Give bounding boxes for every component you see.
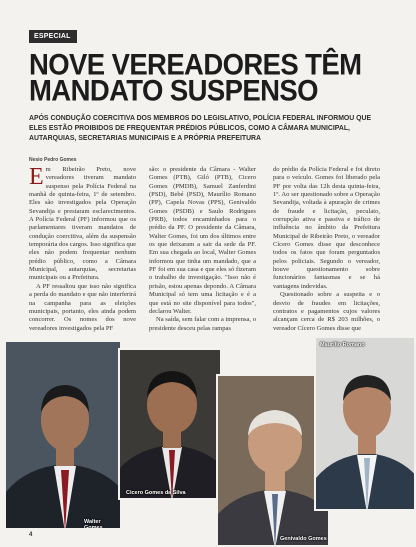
photo-strip xyxy=(0,336,416,547)
drop-cap: E xyxy=(29,164,44,190)
deck-subheadline: APÓS CONDUÇÃO COERCITIVA DOS MEMBROS DO LEGISLATIVO, POLÍCIA FEDERAL INFORMOU QUE ELES ESTÃO PROIBIDOS DE FREQUENTAR PRÉDIOS PÚBLICOS, COMO A CÂMARA MUNICIPAL, AUTARQUIAS, SECRETARIAS MUNICIPAIS E A PRÓPRIA PREFEITURA xyxy=(29,115,372,142)
photo-cicero-gomes xyxy=(118,348,222,500)
headline-line-2: MANDATO SUSPENSO xyxy=(29,73,318,108)
portrait-image xyxy=(120,350,222,500)
paragraph: Questionado sobre a suspeita e o desvio de fraudes em licitações, contratos e pagamentos cujos valores alcançam cerca de R$ 203 milhões, o vereador Cícero Gomes disse que xyxy=(273,291,380,332)
portrait-image xyxy=(6,342,122,530)
page-number: 4 xyxy=(29,532,33,538)
body-column-3 xyxy=(273,166,380,333)
photo-genivaldo-gomes xyxy=(216,374,330,547)
headline-line-1: NOVE VEREADORES TÊM xyxy=(29,47,362,82)
paragraph: do prédio da Polícia Federal e foi direto para o veículo. Gomes foi liberado pela PF por volta das 12h desta quinta-feira, 1º. Ao ser questionado sobre a Operação Sevandija, voltada à apuração de crimes de fraude e licitação, peculato, corrupção ativa e passiva e tráfico de influência no âmbito da Prefeitura Municipal de Ribeirão Preto, o vereador Cícero Gomes disse que desconhece todos os fatos que foram perguntados pelos policiais. Segundo o vereador, houve questionamento sobre funcionários fantasmas e se há vantagens indevidas. xyxy=(273,166,380,290)
paragraph: Em Ribeirão Preto, nove vereadores tiveram mandato suspenso pela Polícia Federal na manhã de quinta-feira, 1º de setembro. Eles são investigados pela Operação Sevandija e prestaram esclarecimentos. A Polícia Federal (PF) informou que os parlamentares tiveram mandatos de condução coercitiva, além da suspensão temporária dos cargos. Isso significa que eles não podem frequentar nenhum prédio público, como a Câmara Municipal, autarquias, secretarias municipais ou a Prefeitura. xyxy=(29,164,136,282)
photo-caption: Genivaldo Gomes xyxy=(280,536,327,542)
photo-caption: Maurílio Romano xyxy=(320,342,365,348)
byline: Nesio Pedro Gomes xyxy=(29,157,77,163)
body-column-2 xyxy=(149,166,256,333)
photo-caption: Walter Gomes xyxy=(84,519,103,530)
photo-walter-gomes xyxy=(4,340,122,530)
paragraph: são: o presidente da Câmara - Walter Gomes (PTB), Giló (PTB), Cicero Gomes (PMDB), Samuel Zanferdini (PSD), Bebé (PSD), Maurílio Romano (PP), Capela Novas (PPS), Genivaldo Gomes (PSDB) e Saulo Rodrigues (PRB), todos encaminhados para o prédio da PF. O presidente da Câmara, Walter Gomes, foi um dos últimos entre os que deixaram a sair da sede da PF. Em sua chegada ao local, Walter Gomes informou que tinha um mandado, que a PF foi em sua casa e que eles só fizeram o trabalho de investigação. "Isso não é prisão, estou apenas depondo. A Câmara Municipal só tem uma licitação e é a que está no site disponível para todos", declarou Walter. xyxy=(149,166,256,315)
headline xyxy=(29,47,399,108)
photo-caption: Cicero Gomes da Silva xyxy=(126,490,186,496)
photo-maurilio-romano xyxy=(314,336,416,511)
section-tag: ESPECIAL xyxy=(29,30,77,43)
portrait-image xyxy=(316,338,416,511)
paragraph: Na saída, sem falar com a imprensa, o presidente desceu pelas rampas xyxy=(149,316,256,332)
body-column-1 xyxy=(29,166,136,333)
paragraph: A PF ressaltou que isso não significa a perda do mandato e que não interferirá na campanha para as eleições municipais, portanto, eles ainda podem concorrer. Os nomes dos nove vereadores investigados pela PF xyxy=(29,282,136,332)
